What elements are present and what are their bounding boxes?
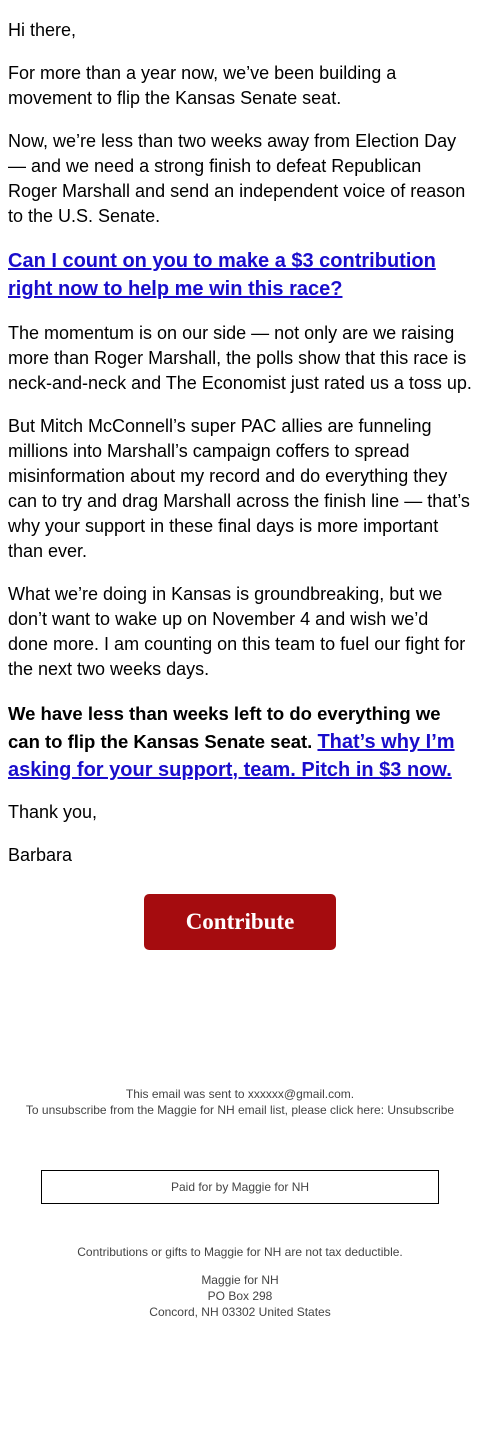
cta-container	[8, 894, 472, 950]
footer-notice	[8, 1086, 472, 1118]
unsubscribe-text: To unsubscribe from the Maggie for NH email list, please click here:	[25, 1103, 385, 1117]
signoff: Thank you,	[8, 802, 98, 822]
address-city: Concord, NH 03302 United States	[149, 1305, 331, 1319]
address-box: PO Box 298	[207, 1289, 273, 1303]
unsubscribe-line	[8, 1102, 472, 1118]
donate-3-dollar-link[interactable]: Can I count on you to make a $3 contribution right now to help me win this race?	[8, 250, 436, 300]
pitch-in-link[interactable]: That’s why I’m asking for your support, team. Pitch in $3 now.	[8, 731, 455, 781]
greeting: Hi there,	[8, 20, 77, 40]
closing-ask-paragraph	[8, 700, 472, 784]
donate-ask-paragraph	[8, 247, 472, 303]
unsubscribe-link[interactable]: Unsubscribe	[387, 1103, 455, 1117]
tax-disclaimer: Contributions or gifts to Maggie for NH are not tax deductible.	[77, 1245, 403, 1259]
paragraph-intro: For more than a year now, we’ve been building a movement to flip the Kansas Senate seat.	[8, 63, 397, 108]
mailing-address	[8, 1272, 472, 1320]
paragraph-super-pac: But Mitch McConnell’s super PAC allies are funneling millions into Marshall’s campaign coffers to spread misinformation about my record and do everything they can to try and drag Marshall across the finish line — that’s why your support in these final days is more important than ever.	[8, 416, 470, 561]
paid-for-box: Paid for by Maggie for NH	[41, 1170, 439, 1204]
contribute-button[interactable]: Contribute	[144, 894, 336, 950]
paragraph-momentum: The momentum is on our side — not only are we raising more than Roger Marshall, the polls show that this race is neck-and-neck and The Economist just rated us a toss up.	[8, 323, 472, 393]
closing-ask-text: We have less than weeks left to do everything we can to flip the Kansas Senate seat.	[8, 703, 441, 752]
signature: Barbara	[8, 845, 73, 865]
address-name: Maggie for NH	[201, 1273, 279, 1287]
paragraph-election: Now, we’re less than two weeks away from Election Day — and we need a strong finish to defeat Republican Roger Marshall and send an independent voice of reason to the U.S. Senate.	[8, 131, 466, 226]
sent-to-text: This email was sent to xxxxxx@gmail.com.	[125, 1087, 355, 1101]
paragraph-groundbreaking: What we’re doing in Kansas is groundbreaking, but we don’t want to wake up on November 4 and wish we’d done more. I am counting on this team to fuel our fight for the next two weeks days.	[8, 584, 466, 679]
